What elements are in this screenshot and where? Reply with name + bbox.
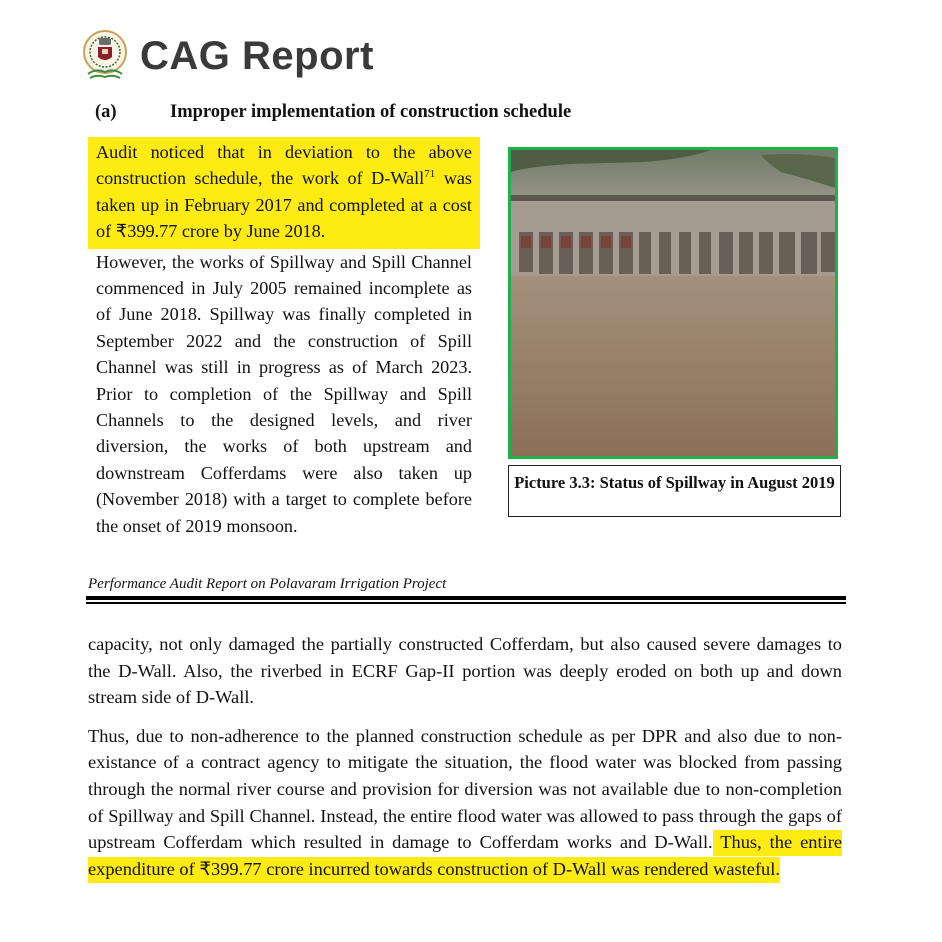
left-column-text (88, 137, 480, 539)
conclusion-highlighted-text: Thus, the entire expenditure of ₹399.77 crore incurred towards construction of D-Wall was rendered wasteful. (88, 830, 842, 883)
section-heading (95, 102, 571, 123)
brand-title: CAG Report (140, 33, 374, 78)
cag-emblem-icon (80, 28, 130, 84)
page-footer-title: Performance Audit Report on Polavaram Irrigation Project (88, 576, 447, 592)
highlighted-text-part-2: was taken up in February 2017 and completed at a cost of ₹399.77 crore by June 2018. (96, 168, 472, 242)
footer-rule-thick (86, 596, 846, 600)
conclusion-plain-text: Thus, due to non-adherence to the planned construction schedule as per DPR and also due to non-existance of a contract agency to mitigate the situation, the flood water was blocked from passing through the normal river course and provision for diversion was not available due to non-completion of Spillway and Spill Channel. Instead, the entire flood water was allowed to pass through the gaps of upstream Cofferdam which resulted in damage to Cofferdam works and D-Wall. (88, 725, 842, 853)
body-paragraph: However, the works of Spillway and Spill Channel commenced in July 2005 remained incomplete as of June 2018. Spillway was finally completed in September 2022 and the construction of Spill Channel was still in progress as of March 2023. Prior to completion of the Spillway and Spill Channels to the designed levels, and river diversion, the works of both upstream and downstream Cofferdams were also taken up (November 2018) with a target to complete before the onset of 2019 monsoon. (96, 251, 472, 536)
footer-rule-thin (86, 602, 846, 604)
spillway-photo (508, 147, 838, 459)
figure-caption: Picture 3.3: Status of Spillway in August 2019 (508, 465, 841, 517)
footnote-reference[interactable]: 71 (424, 168, 436, 181)
highlighted-text-part-1: Audit noticed that in deviation to the above construction schedule, the work of D-Wall (96, 142, 472, 189)
report-header (80, 26, 374, 86)
paragraph-damage: capacity, not only damaged the partially constructed Cofferdam, but also caused severe damages to the D-Wall. Also, the riverbed in ECRF Gap-II portion was deeply eroded on both up and down stream side of D-Wall. (88, 634, 842, 708)
section-label: (a) (95, 102, 117, 122)
highlighted-finding (88, 137, 480, 249)
section-title: Improper implementation of construction schedule (170, 102, 572, 122)
paragraph-conclusion (80, 723, 850, 883)
next-page-text (80, 631, 850, 894)
